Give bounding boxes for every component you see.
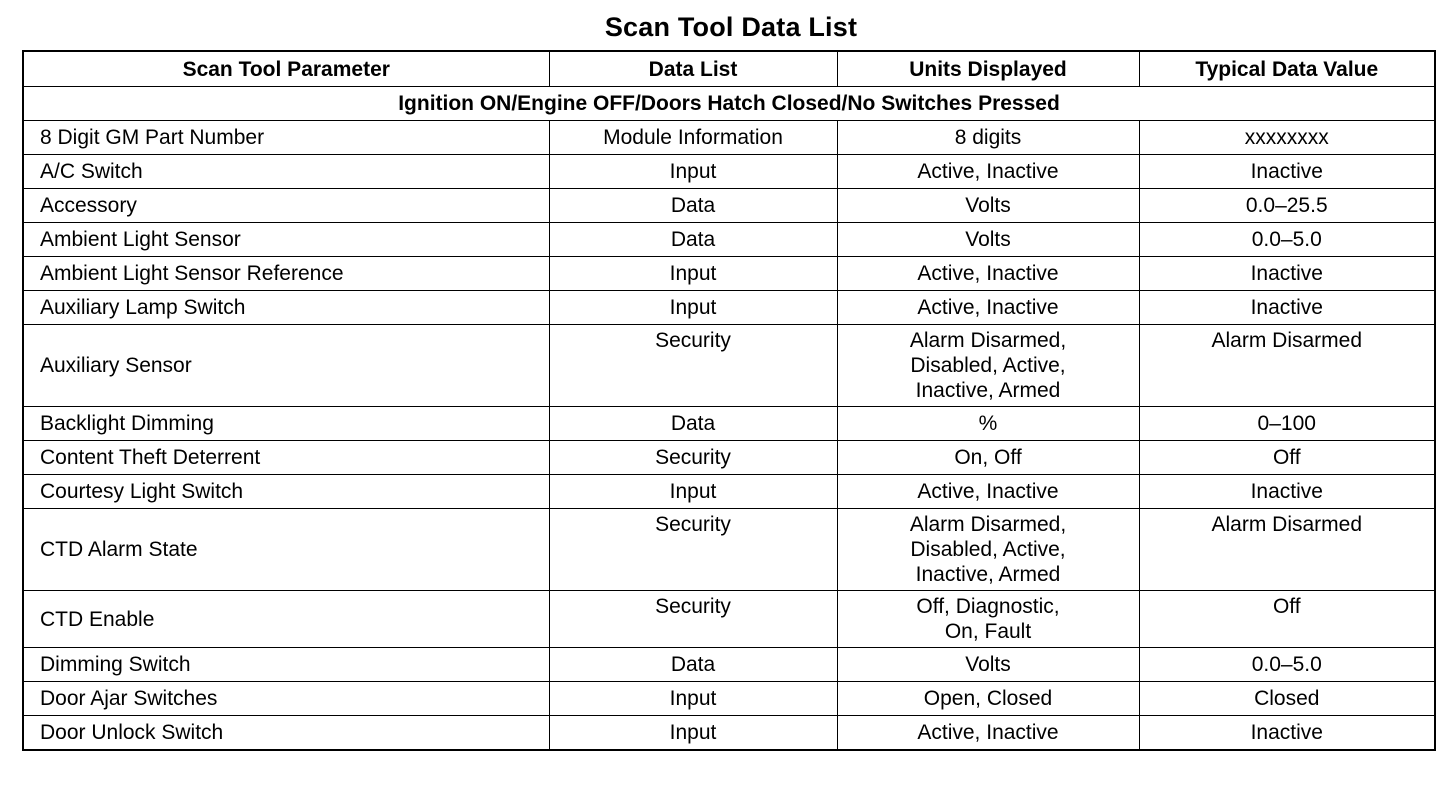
cell-data-list: Security bbox=[549, 591, 837, 648]
table-row bbox=[23, 121, 1435, 155]
section-label: Ignition ON/Engine OFF/Doors Hatch Closed/No Switches Pressed bbox=[23, 87, 1435, 121]
cell-parameter: Courtesy Light Switch bbox=[23, 475, 549, 509]
cell-typical-value: Alarm Disarmed bbox=[1139, 325, 1435, 407]
units-line: Active, Inactive bbox=[917, 160, 1059, 183]
cell-parameter: Door Unlock Switch bbox=[23, 716, 549, 751]
units-line: Open, Closed bbox=[923, 687, 1053, 710]
cell-units bbox=[837, 591, 1139, 648]
cell-typical-value: Closed bbox=[1139, 682, 1435, 716]
header-parameter: Scan Tool Parameter bbox=[23, 51, 549, 87]
cell-data-list: Input bbox=[549, 257, 837, 291]
units-line: Active, Inactive bbox=[917, 480, 1059, 503]
cell-units bbox=[837, 291, 1139, 325]
cell-typical-value: 0–100 bbox=[1139, 407, 1435, 441]
cell-parameter: Door Ajar Switches bbox=[23, 682, 549, 716]
cell-typical-value: 0.0–25.5 bbox=[1139, 189, 1435, 223]
units-line: 8 digits bbox=[954, 126, 1022, 149]
cell-units bbox=[837, 257, 1139, 291]
units-line: Active, Inactive bbox=[917, 262, 1059, 285]
cell-typical-value: Off bbox=[1139, 441, 1435, 475]
table-row bbox=[23, 189, 1435, 223]
cell-parameter: Accessory bbox=[23, 189, 549, 223]
cell-typical-value: Inactive bbox=[1139, 475, 1435, 509]
cell-typical-value: Alarm Disarmed bbox=[1139, 509, 1435, 591]
cell-data-list: Module Information bbox=[549, 121, 837, 155]
table-row bbox=[23, 716, 1435, 751]
cell-parameter: CTD Alarm State bbox=[23, 509, 549, 591]
cell-data-list: Security bbox=[549, 509, 837, 591]
units-line: % bbox=[978, 412, 998, 435]
scan-tool-data-table bbox=[22, 50, 1436, 751]
table-row bbox=[23, 441, 1435, 475]
cell-typical-value: 0.0–5.0 bbox=[1139, 223, 1435, 257]
units-line: Off, Diagnostic, bbox=[916, 595, 1060, 618]
table-row bbox=[23, 223, 1435, 257]
units-line: Alarm Disarmed, bbox=[909, 513, 1067, 536]
cell-units bbox=[837, 716, 1139, 751]
cell-parameter: Content Theft Deterrent bbox=[23, 441, 549, 475]
cell-parameter: 8 Digit GM Part Number bbox=[23, 121, 549, 155]
cell-data-list: Input bbox=[549, 716, 837, 751]
cell-typical-value: Inactive bbox=[1139, 291, 1435, 325]
header-data-list: Data List bbox=[549, 51, 837, 87]
cell-typical-value: Off bbox=[1139, 591, 1435, 648]
cell-units bbox=[837, 121, 1139, 155]
table-header-row bbox=[23, 51, 1435, 87]
page-title: Scan Tool Data List bbox=[604, 12, 858, 42]
cell-units bbox=[837, 189, 1139, 223]
table-row bbox=[23, 155, 1435, 189]
cell-parameter: Auxiliary Lamp Switch bbox=[23, 291, 549, 325]
table-row bbox=[23, 509, 1435, 591]
units-line: Disabled, Active, bbox=[910, 354, 1066, 377]
cell-data-list: Security bbox=[549, 441, 837, 475]
units-line: Inactive, Armed bbox=[915, 563, 1061, 586]
cell-data-list: Input bbox=[549, 682, 837, 716]
table-row bbox=[23, 257, 1435, 291]
cell-data-list: Input bbox=[549, 475, 837, 509]
units-line: Volts bbox=[965, 653, 1011, 676]
units-line: Inactive, Armed bbox=[915, 379, 1061, 402]
cell-units bbox=[837, 441, 1139, 475]
cell-data-list: Data bbox=[549, 189, 837, 223]
cell-data-list: Data bbox=[549, 648, 837, 682]
table-row bbox=[23, 407, 1435, 441]
table-row bbox=[23, 648, 1435, 682]
cell-units bbox=[837, 325, 1139, 407]
cell-typical-value: Inactive bbox=[1139, 155, 1435, 189]
cell-data-list: Input bbox=[549, 291, 837, 325]
cell-typical-value: Inactive bbox=[1139, 257, 1435, 291]
cell-parameter: Dimming Switch bbox=[23, 648, 549, 682]
table-row bbox=[23, 325, 1435, 407]
cell-typical-value: 0.0–5.0 bbox=[1139, 648, 1435, 682]
section-row bbox=[23, 87, 1435, 121]
cell-typical-value: Inactive bbox=[1139, 716, 1435, 751]
cell-units bbox=[837, 155, 1139, 189]
cell-parameter: CTD Enable bbox=[23, 591, 549, 648]
header-units: Units Displayed bbox=[837, 51, 1139, 87]
cell-units bbox=[837, 682, 1139, 716]
units-line: Active, Inactive bbox=[917, 296, 1059, 319]
cell-data-list: Data bbox=[549, 223, 837, 257]
cell-typical-value: xxxxxxxx bbox=[1139, 121, 1435, 155]
cell-units bbox=[837, 475, 1139, 509]
table-row bbox=[23, 291, 1435, 325]
units-line: Volts bbox=[965, 194, 1011, 217]
header-typical-value: Typical Data Value bbox=[1139, 51, 1435, 87]
units-line: On, Fault bbox=[944, 620, 1032, 643]
cell-parameter: Auxiliary Sensor bbox=[23, 325, 549, 407]
cell-units bbox=[837, 407, 1139, 441]
table-row bbox=[23, 591, 1435, 648]
cell-parameter: Ambient Light Sensor Reference bbox=[23, 257, 549, 291]
units-line: Volts bbox=[965, 228, 1011, 251]
cell-data-list: Security bbox=[549, 325, 837, 407]
cell-data-list: Data bbox=[549, 407, 837, 441]
cell-data-list: Input bbox=[549, 155, 837, 189]
units-line: On, Off bbox=[954, 446, 1022, 469]
cell-parameter: Backlight Dimming bbox=[23, 407, 549, 441]
units-line: Disabled, Active, bbox=[910, 538, 1066, 561]
cell-parameter: Ambient Light Sensor bbox=[23, 223, 549, 257]
cell-units bbox=[837, 509, 1139, 591]
table-row bbox=[23, 475, 1435, 509]
cell-units bbox=[837, 223, 1139, 257]
units-line: Active, Inactive bbox=[917, 721, 1059, 744]
cell-units bbox=[837, 648, 1139, 682]
table-row bbox=[23, 682, 1435, 716]
units-line: Alarm Disarmed, bbox=[909, 329, 1067, 352]
cell-parameter: A/C Switch bbox=[23, 155, 549, 189]
table-body bbox=[23, 87, 1435, 751]
